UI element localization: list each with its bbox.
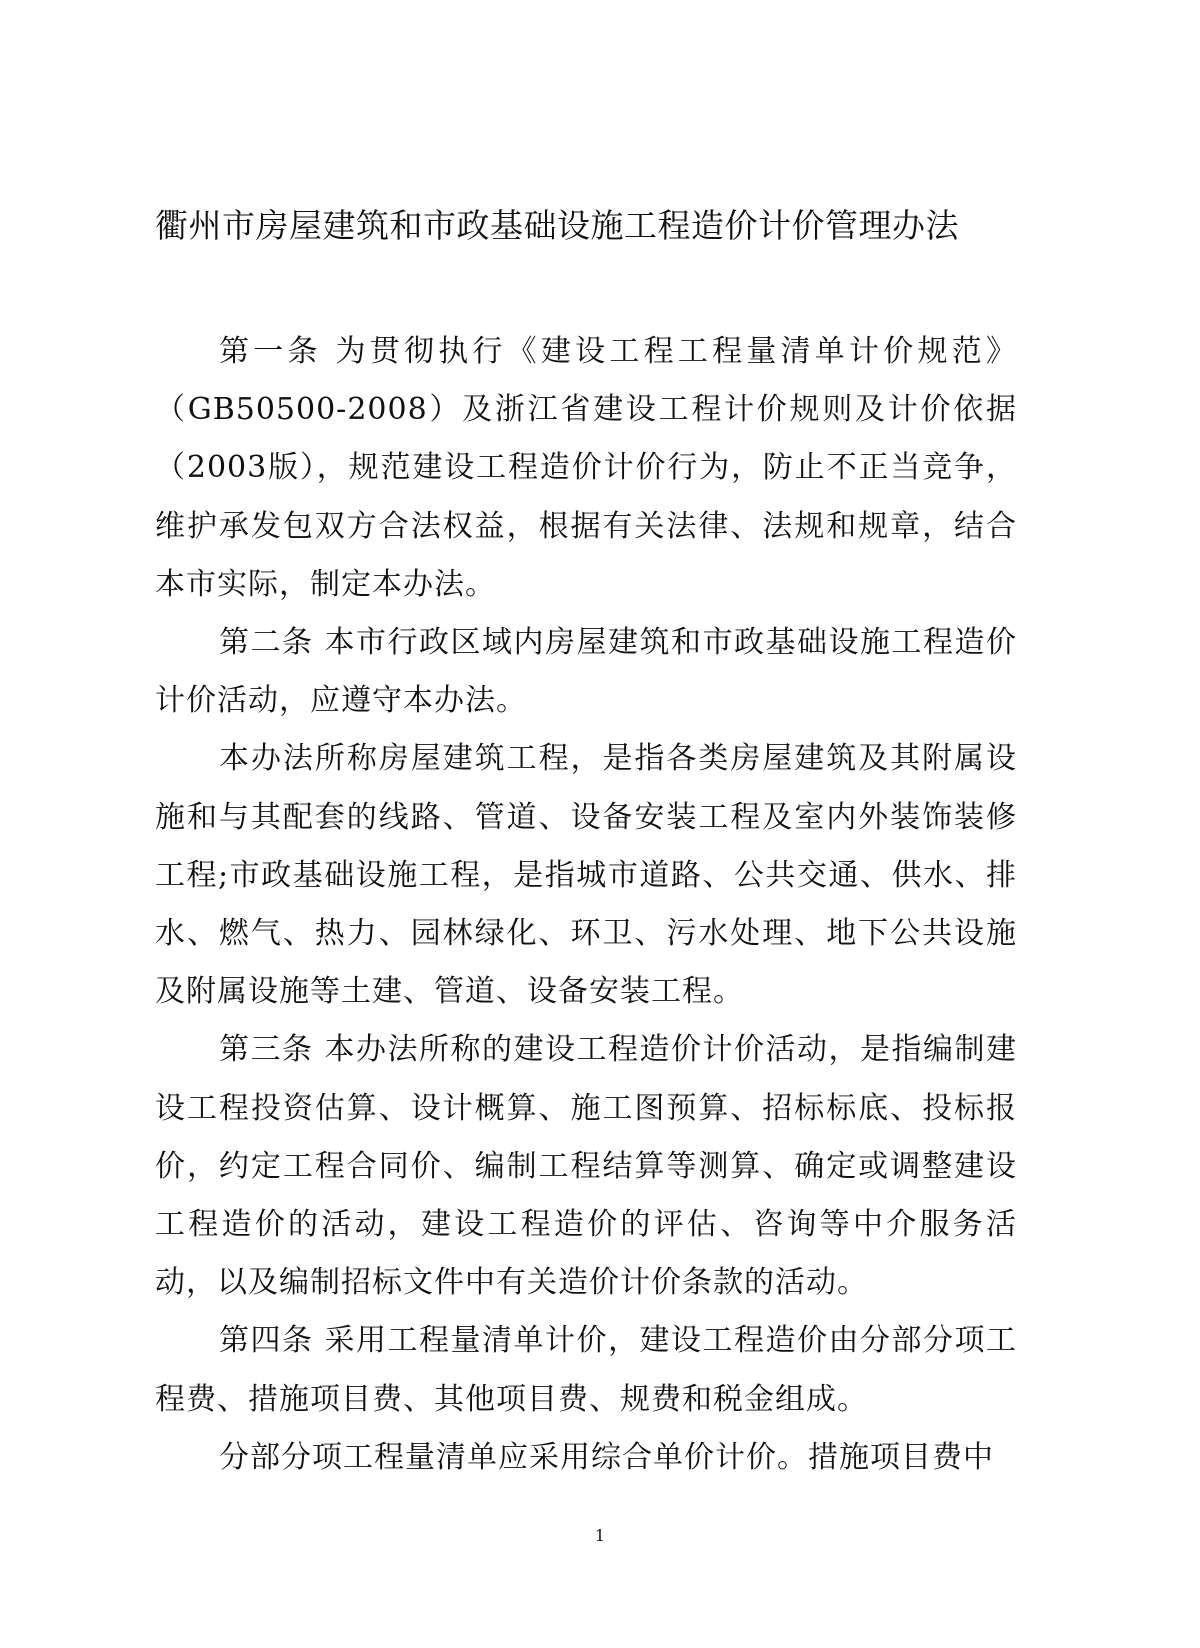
article-2-paragraph: 第二条 本市行政区域内房屋建筑和市政基础设施工程造价计价活动，应遵守本办法。 [155,625,1017,719]
article-4-continued-paragraph: 分部分项工程量清单应采用综合单价计价。措施项目费中 [219,1439,994,1475]
article-4-paragraph: 第四条 采用工程量清单计价，建设工程造价由分部分项工程费、措施项目费、其他项目费、规费和税金组成。 [155,1323,1017,1417]
document-body [155,323,1017,1487]
article-2-definition-paragraph: 本办法所称房屋建筑工程，是指各类房屋建筑及其附属设施和与其配套的线路、管道、设备安装工程及室内外装饰装修工程;市政基础设施工程，是指城市道路、公共交通、供水、排水、燃气、热力、园林绿化、环卫、污水处理、地下公共设施及附属设施等土建、管道、设备安装工程。 [155,741,1017,1010]
article-3-paragraph: 第三条 本办法所称的建设工程造价计价活动，是指编制建设工程投资估算、设计概算、施工图预算、招标标底、投标报价，约定工程合同价、编制工程结算等测算、确定或调整建设工程造价的活动，建设工程造价的评估、咨询等中介服务活动，以及编制招标文件中有关造价计价条款的活动。 [155,1032,1017,1301]
page-number: 1 [594,1526,606,1545]
document-title: 衢州市房屋建筑和市政基础设施工程造价计价管理办法 [155,206,959,245]
article-1-paragraph: 第一条 为贯彻执行《建设工程工程量清单计价规范》（GB50500-2008）及浙江省建设工程计价规则及计价依据（2003版），规范建设工程造价计价行为，防止不正当竞争，维护承发包双方合法权益，根据有关法律、法规和规章，结合本市实际，制定本办法。 [155,334,1017,602]
